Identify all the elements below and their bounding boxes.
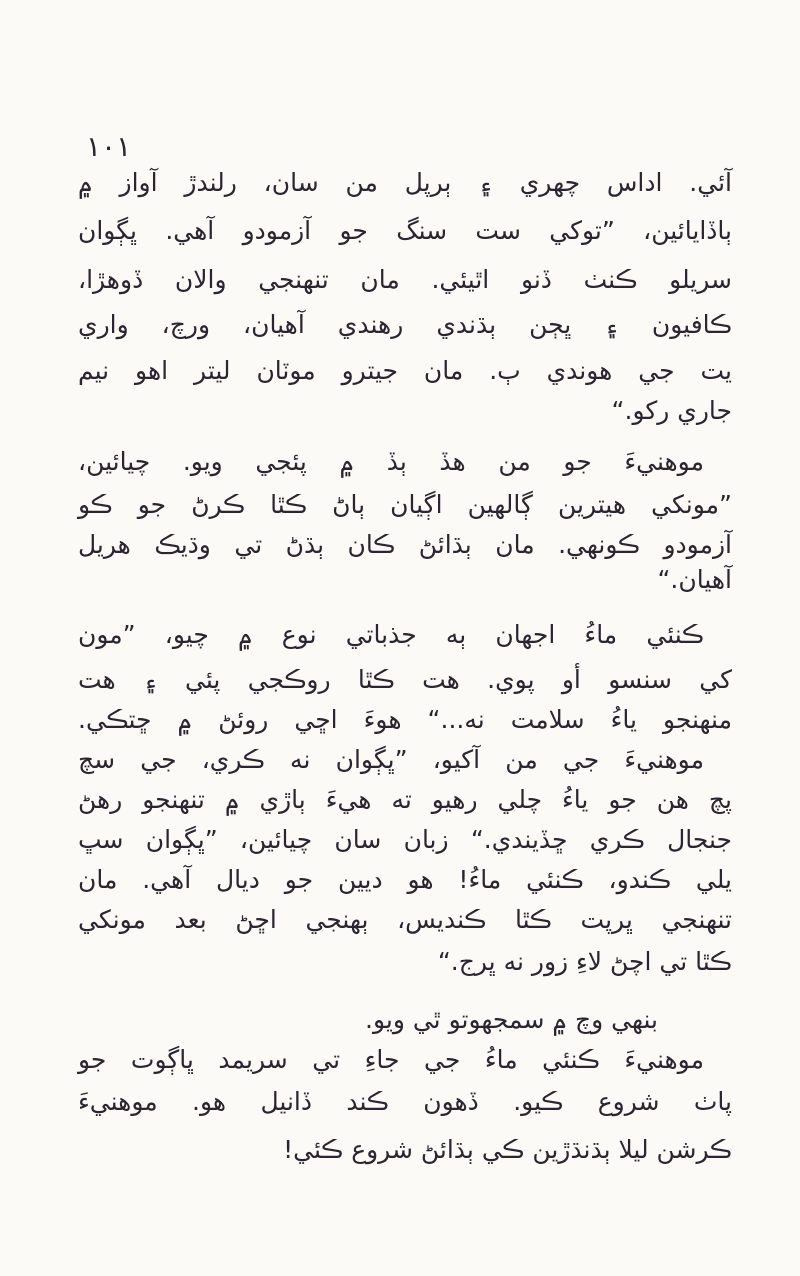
text-line: جنجال ڪري ڇڏيندي.“ زبان سان چيائين، ”ڀڳوان سڀ bbox=[78, 825, 732, 854]
text-line: يت جي هوندي ٻ. مان جيترو موٽان ليتر اهو نيم bbox=[78, 356, 732, 385]
text-line: سريلو ڪنٺ ڏنو اٿيئي. مان تنهنجي والان ڏوهڙا، bbox=[78, 265, 732, 294]
text-line: آئي. اداس چهري ۽ ٻرپل من سان، رلندڙ آواز ۾ bbox=[78, 168, 732, 197]
text-line: تنهنجي ڀرپت ڪٿا ڪنديس، ٻهنجي اڇڻ بعد مونکي bbox=[78, 905, 732, 934]
text-line: ڪافيون ۽ ڀڄن ٻڌندي رهندي آهيان، ورچ، واري bbox=[78, 310, 732, 339]
text-line: ٻاڏايائين، ”توکي ست سنگ جو آزمودو آهي. ڀڳوان bbox=[78, 216, 732, 245]
text-line: آهيان.“ bbox=[657, 565, 732, 594]
text-line: پاٺ شروع ڪيو. ڏهون ڪند ڏانيل هو. موهنيءَ bbox=[78, 1087, 732, 1116]
text-line: يلي ڪندو، ڪنئي ماءُ! هو ديين جو ديال آهي. مان bbox=[78, 865, 732, 894]
text-line: منهنجو ياءُ سلامت نه...“ هوءَ اڇي روئڻ ۾ ڇتڪي. bbox=[78, 705, 732, 734]
paragraph-start-line: موهنيءَ جو من هڏ ٻڏ ۾ پئجي ويو. چيائين، bbox=[78, 447, 704, 476]
text-line: ”مونکي هيترين ڳالهين اڳيان ٻاڻ ڪٿا ڪرڻ جو ڪو bbox=[78, 490, 732, 519]
text-line: پچ هن جو ياءُ چلي رهيو ته هيءَ ٻاڙي ۾ تنهنجو رهڻ bbox=[78, 785, 732, 814]
paragraph-start-line: ڪنئي ماءُ اجهان ٻه جذباتي نوع ۾ چيو، ”مون bbox=[78, 620, 704, 649]
text-line: ڪٿا تي اچڻ لاءِ زور نه ڀرج.“ bbox=[437, 947, 732, 976]
paragraph-start-line: بنهي وچ ۾ سمجهوتو ٿي ويو. bbox=[365, 1005, 658, 1034]
text-line: جاري رکو.“ bbox=[611, 396, 732, 425]
text-line: کي سنسو أو پوي. هت ڪٿا روڪجي پئي ۽ هت bbox=[78, 665, 732, 694]
page-number: ١٠١ bbox=[86, 130, 132, 163]
text-line: ڪرشن ليلا ٻڌنڌڙين ڪي ٻڌائڻ شروع ڪئي! bbox=[283, 1135, 732, 1164]
paragraph-start-line: موهنيءَ ڪنئي ماءُ جي جاءِ تي سريمد ڀاڳوت جو bbox=[78, 1045, 704, 1074]
text-line: آزمودو ڪونهي. مان ٻڌائڻ ڪان ٻڌڻ تي وڌيڪ هريل bbox=[78, 530, 732, 559]
paragraph-start-line: موهنيءَ جي من آکيو، ”ڀڳوان نه ڪري، جي سچ bbox=[78, 745, 704, 774]
